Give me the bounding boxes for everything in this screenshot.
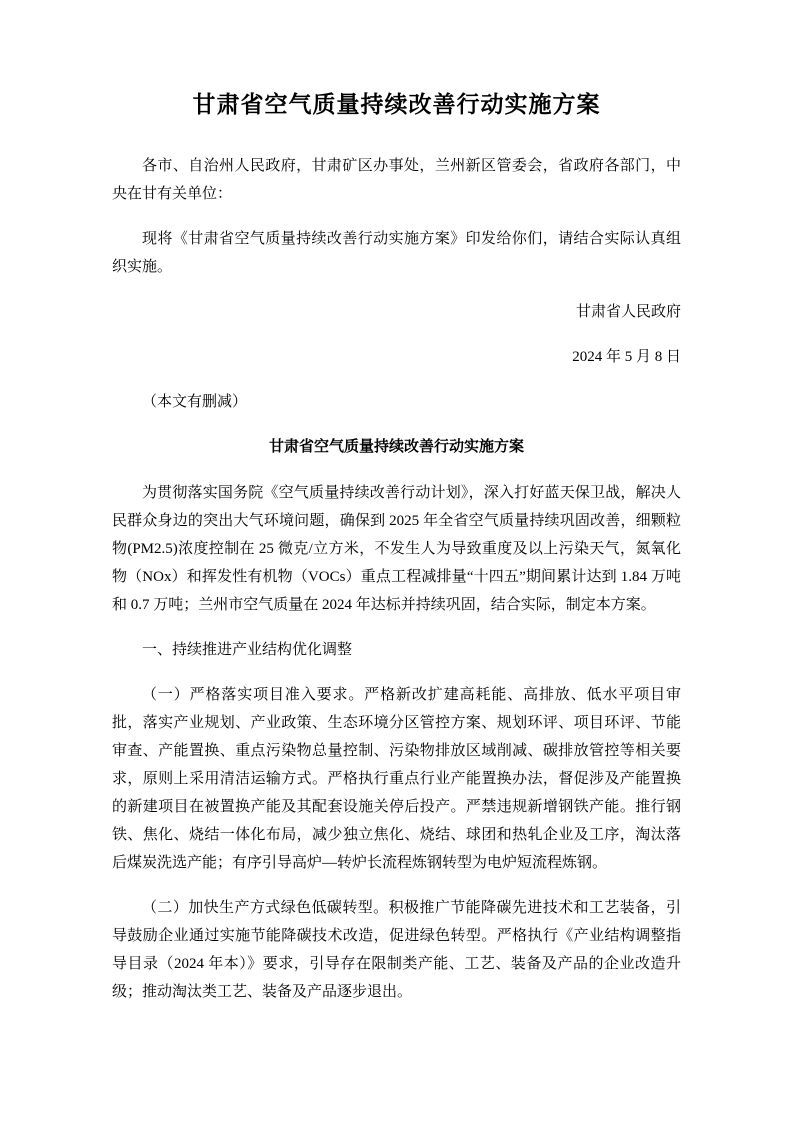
redaction-note: （本文有删减） bbox=[142, 394, 248, 410]
document-title: 甘肃省空气质量持续改善行动实施方案 bbox=[192, 92, 601, 117]
salutation-paragraph: 各市、自治州人民政府，甘肃矿区办事处，兰州新区管委会，省政府各部门，中央在甘有关单位： bbox=[112, 158, 681, 202]
intro-paragraph: 为贯彻落实国务院《空气质量持续改善行动计划》，深入打好蓝天保卫战，解决人民群众身边的突出大气环境问题，确保到 2025 年全省空气质量持续巩固改善，细颗粒物(PM2.5)浓度控制在 25 微克/立方米，不发生人为导致重度及以上污染天气，氮氧化物（NOx）和挥发性有机物（VOCs）重点工程减排量“十四五”期间累计达到 1.84 万吨和 0.7 万吨；兰州市空气质量在 2024 年达标并持续巩固，结合实际，制定本方案。 bbox=[112, 485, 681, 613]
forwarding-note-paragraph: 现将《甘肃省空气质量持续改善行动实施方案》印发给你们，请结合实际认真组织实施。 bbox=[112, 231, 681, 275]
issuer-signature: 甘肃省人民政府 bbox=[575, 304, 681, 320]
section-1-paragraph-2: （二）加快生产方式绿色低碳转型。积极推广节能降碳先进技术和工艺装备，引导鼓励企业通过实施节能降碳技术改造，促进绿色转型。严格执行《产业结构调整指导目录（2024 年本）》要求，引导存在限制类产能、工艺、装备及产品的企业改造升级；推动淘汰类工艺、装备及产品逐步退出。 bbox=[112, 900, 681, 1000]
section-1-heading: 一、持续推进产业结构优化调整 bbox=[142, 642, 353, 658]
section-1-paragraph-1: （一）严格落实项目准入要求。严格新改扩建高耗能、高排放、低水平项目审批，落实产业规划、产业政策、生态环境分区管控方案、规划环评、项目环评、节能审查、产能置换、重点污染物总量控制、污染物排放区域削减、碳排放管控等相关要求，原则上采用清洁运输方式。严格执行重点行业产能置换办法，督促涉及产能置换的新建项目在被置换产能及其配套设施关停后投产。严禁违规新增钢铁产能。推行钢铁、焦化、烧结一体化布局，减少独立焦化、烧结、球团和热轧企业及工序，淘汰落后煤炭洗选产能；有序引导高炉—转炉长流程炼钢转型为电炉短流程炼钢。 bbox=[112, 687, 681, 871]
issue-date: 2024 年 5 月 8 日 bbox=[572, 349, 681, 365]
document-subtitle: 甘肃省空气质量持续改善行动实施方案 bbox=[268, 439, 524, 455]
